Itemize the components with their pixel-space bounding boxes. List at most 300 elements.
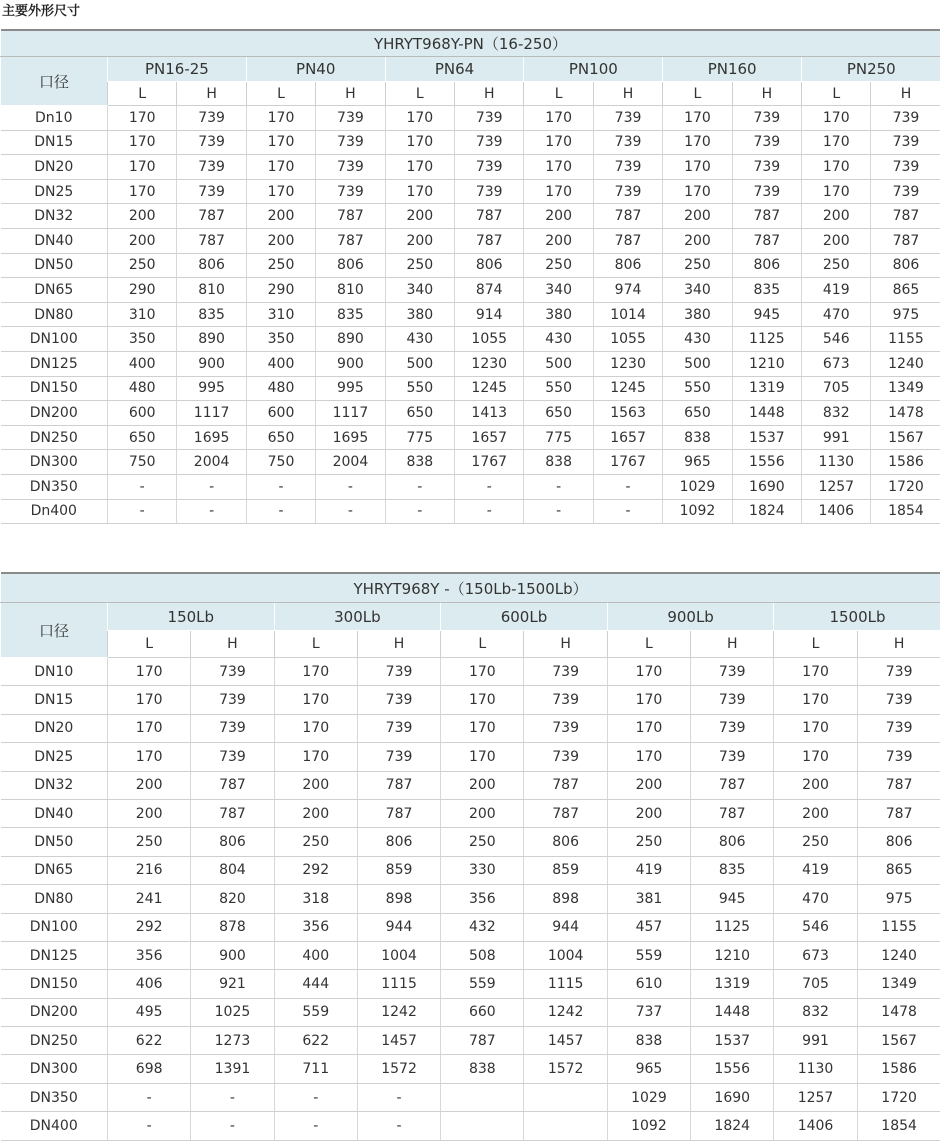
- dimension-cell: 739: [524, 743, 607, 771]
- dimension-cell: 739: [524, 686, 607, 714]
- dimension-cell: 200: [108, 228, 177, 253]
- height-header: H: [455, 82, 524, 106]
- length-header: L: [607, 631, 690, 658]
- dimension-cell: 430: [385, 327, 454, 352]
- dimension-cell: 1240: [857, 941, 940, 969]
- dimension-cell: 200: [802, 204, 871, 229]
- dimension-cell: 1448: [691, 998, 774, 1026]
- length-header: L: [274, 631, 357, 658]
- dimension-cell: 995: [316, 376, 385, 401]
- dimension-cell: 739: [316, 179, 385, 204]
- size-cell: DN65: [1, 278, 108, 303]
- height-header: H: [593, 82, 662, 106]
- dimension-cell: 200: [274, 799, 357, 827]
- dimension-cell: 1572: [524, 1055, 607, 1083]
- dimension-cell: 739: [177, 130, 246, 155]
- dimension-cell: 1130: [774, 1055, 857, 1083]
- dimension-cell: 806: [455, 253, 524, 278]
- dimension-cell: 859: [357, 856, 440, 884]
- table-row: [1, 376, 940, 401]
- dimension-cell: -: [455, 474, 524, 499]
- dimension-cell: 806: [177, 253, 246, 278]
- dimension-cell: 290: [246, 278, 315, 303]
- size-cell: DN10: [1, 658, 108, 686]
- dimension-cell: -: [316, 499, 385, 524]
- dimension-cell: 550: [524, 376, 593, 401]
- dimension-cell: 1457: [524, 1027, 607, 1055]
- dimension-cell: 1273: [191, 1027, 274, 1055]
- table-row: [1, 998, 940, 1026]
- size-cell: DN250: [1, 1027, 108, 1055]
- dimension-cell: 806: [593, 253, 662, 278]
- dimension-cell: 1767: [455, 450, 524, 475]
- dimension-cell: 739: [871, 130, 940, 155]
- dimension-cell: 806: [871, 253, 940, 278]
- dimension-cell: 1055: [455, 327, 524, 352]
- dimension-cell: 739: [857, 686, 940, 714]
- dimension-cell: -: [357, 1112, 440, 1140]
- dimension-cell: 1690: [691, 1083, 774, 1111]
- dimension-cell: 1690: [732, 474, 801, 499]
- dimension-cell: 705: [774, 970, 857, 998]
- dimension-cell: 1567: [857, 1027, 940, 1055]
- dimension-cell: 739: [871, 106, 940, 131]
- dimension-cell: 1537: [691, 1027, 774, 1055]
- dimension-cell: 170: [607, 686, 690, 714]
- dimension-cell: 1130: [802, 450, 871, 475]
- length-header: L: [108, 631, 191, 658]
- dimension-subheader-row: [1, 82, 940, 106]
- dimension-cell: 787: [691, 799, 774, 827]
- dimension-cell: 1245: [455, 376, 524, 401]
- dimension-cell: 865: [871, 278, 940, 303]
- table-row: [1, 1112, 940, 1140]
- dimension-cell: 1055: [593, 327, 662, 352]
- table-row: [1, 970, 940, 998]
- dimension-cell: 838: [607, 1027, 690, 1055]
- dimension-cell: 1029: [663, 474, 732, 499]
- dimension-cell: 1572: [357, 1055, 440, 1083]
- pressure-class-header: PN160: [663, 57, 802, 82]
- size-column-header: 口径: [1, 603, 108, 658]
- dimension-cell: 170: [607, 743, 690, 771]
- size-cell: DN65: [1, 856, 108, 884]
- height-header: H: [871, 82, 940, 106]
- size-cell: DN32: [1, 204, 108, 229]
- dimension-cell: 1413: [455, 401, 524, 426]
- dimension-cell: 650: [246, 425, 315, 450]
- dimension-cell: 340: [524, 278, 593, 303]
- dimension-cell: 1406: [802, 499, 871, 524]
- pressure-class-header: PN40: [246, 57, 385, 82]
- dimension-cell: 400: [246, 351, 315, 376]
- dimension-cell: 890: [316, 327, 385, 352]
- dimension-cell: 200: [524, 228, 593, 253]
- dimension-cell: 200: [607, 799, 690, 827]
- dimension-cell: 900: [316, 351, 385, 376]
- dimension-cell: 650: [108, 425, 177, 450]
- dimension-cell: 739: [593, 179, 662, 204]
- dimension-cell: 170: [663, 130, 732, 155]
- pressure-class-header: 300Lb: [274, 603, 441, 631]
- dimension-cell: 610: [607, 970, 690, 998]
- size-cell: DN40: [1, 228, 108, 253]
- size-cell: DN40: [1, 799, 108, 827]
- dimension-cell: 787: [871, 228, 940, 253]
- dimension-cell: 914: [455, 302, 524, 327]
- dimension-cell: 739: [857, 743, 940, 771]
- dimension-cell: 806: [316, 253, 385, 278]
- dimension-subheader-row: [1, 631, 940, 658]
- dimension-cell: 170: [774, 714, 857, 742]
- table-row: [1, 743, 940, 771]
- size-cell: DN150: [1, 970, 108, 998]
- pressure-class-header: PN16-25: [108, 57, 247, 82]
- table-row: [1, 155, 940, 180]
- dimension-cell: -: [593, 474, 662, 499]
- length-header: L: [441, 631, 524, 658]
- dimension-cell: 310: [246, 302, 315, 327]
- dimension-cell: 200: [246, 204, 315, 229]
- dimension-cell: 838: [663, 425, 732, 450]
- dimension-cell: 622: [108, 1027, 191, 1055]
- dimension-cell: 739: [593, 155, 662, 180]
- dimension-cell: 1586: [871, 450, 940, 475]
- dimension-cell: 787: [316, 228, 385, 253]
- size-cell: DN300: [1, 1055, 108, 1083]
- dimension-cell: 1155: [857, 913, 940, 941]
- dimension-cell: 430: [663, 327, 732, 352]
- dimension-cell: 1210: [732, 351, 801, 376]
- dimension-cell: 739: [732, 130, 801, 155]
- dimension-cell: 1245: [593, 376, 662, 401]
- dimension-cell: 1230: [593, 351, 662, 376]
- dimension-cell: 835: [177, 302, 246, 327]
- dimension-cell: 1257: [802, 474, 871, 499]
- dimension-cell: 806: [732, 253, 801, 278]
- dimension-cell: -: [455, 499, 524, 524]
- table-title: YHRYT968Y -（150Lb-1500Lb）: [1, 573, 940, 603]
- height-header: H: [357, 631, 440, 658]
- dimension-cell: 775: [385, 425, 454, 450]
- dimension-cell: 500: [385, 351, 454, 376]
- dimension-cell: 170: [246, 130, 315, 155]
- dimension-cell: 787: [441, 1027, 524, 1055]
- dimension-cell: 559: [441, 970, 524, 998]
- dimension-cell: 318: [274, 885, 357, 913]
- dimension-cell: 170: [441, 743, 524, 771]
- dimension-cell: [524, 1112, 607, 1140]
- table-row: [1, 450, 940, 475]
- dimension-cell: 419: [607, 856, 690, 884]
- dimension-cell: -: [274, 1112, 357, 1140]
- dimension-cell: 340: [385, 278, 454, 303]
- dimension-cell: 170: [802, 106, 871, 131]
- table-row: [1, 1083, 940, 1111]
- size-cell: DN25: [1, 743, 108, 771]
- dimension-cell: 430: [524, 327, 593, 352]
- dimension-cell: 1824: [691, 1112, 774, 1140]
- dimension-cell: 775: [524, 425, 593, 450]
- dimension-cell: 739: [691, 658, 774, 686]
- dimension-cell: 1406: [774, 1112, 857, 1140]
- dimension-cell: 200: [774, 771, 857, 799]
- dimension-cell: 874: [455, 278, 524, 303]
- dimension-cell: 1155: [871, 327, 940, 352]
- table-row: [1, 714, 940, 742]
- size-cell: DN150: [1, 376, 108, 401]
- dimension-cell: 995: [177, 376, 246, 401]
- dimension-cell: 787: [593, 204, 662, 229]
- table-row: [1, 856, 940, 884]
- dimension-cell: 200: [108, 204, 177, 229]
- dimension-cell: 1586: [857, 1055, 940, 1083]
- dimension-cell: 170: [108, 106, 177, 131]
- dimension-cell: 480: [108, 376, 177, 401]
- dimension-cell: 170: [441, 714, 524, 742]
- dimension-cell: 170: [524, 179, 593, 204]
- dimension-cell: 1004: [357, 941, 440, 969]
- size-cell: DN80: [1, 885, 108, 913]
- dimension-cell: 170: [274, 658, 357, 686]
- dimension-cell: 787: [732, 228, 801, 253]
- dimension-cell: 432: [441, 913, 524, 941]
- dimension-cell: 500: [524, 351, 593, 376]
- dimension-cell: 200: [274, 771, 357, 799]
- dimension-cell: 1695: [316, 425, 385, 450]
- length-header: L: [802, 82, 871, 106]
- dimension-cell: 559: [274, 998, 357, 1026]
- dimension-cell: 787: [691, 771, 774, 799]
- height-header: H: [857, 631, 940, 658]
- dimension-cell: 170: [385, 155, 454, 180]
- dimension-cell: 898: [524, 885, 607, 913]
- dimension-cell: -: [191, 1083, 274, 1111]
- size-cell: DN125: [1, 941, 108, 969]
- dimension-cell: 200: [441, 771, 524, 799]
- table-row: [1, 204, 940, 229]
- table-title-row: [1, 30, 940, 57]
- dimension-cell: 170: [441, 658, 524, 686]
- dimension-cell: 170: [774, 686, 857, 714]
- dimension-cell: 559: [607, 941, 690, 969]
- dimension-cell: 1556: [732, 450, 801, 475]
- dimension-cell: -: [108, 474, 177, 499]
- table-title: YHRYT968Y-PN（16-250）: [1, 30, 940, 57]
- dimension-cell: 400: [274, 941, 357, 969]
- pressure-class-header: 150Lb: [108, 603, 275, 631]
- dimension-cell: 832: [774, 998, 857, 1026]
- height-header: H: [316, 82, 385, 106]
- dimension-cell: 216: [108, 856, 191, 884]
- table-row: [1, 401, 940, 426]
- page-heading: 主要外形尺寸: [2, 4, 81, 19]
- size-cell: DN80: [1, 302, 108, 327]
- dimension-cell: -: [246, 474, 315, 499]
- dimension-cell: -: [108, 499, 177, 524]
- dimension-cell: 739: [455, 155, 524, 180]
- size-cell: DN125: [1, 351, 108, 376]
- table-row: [1, 885, 940, 913]
- dimension-cell: 810: [316, 278, 385, 303]
- dimension-cell: 975: [857, 885, 940, 913]
- dimension-cell: 739: [732, 179, 801, 204]
- dimension-cell: 787: [316, 204, 385, 229]
- dimension-cell: 1657: [455, 425, 524, 450]
- pressure-class-header: 600Lb: [441, 603, 608, 631]
- dimension-cell: 356: [441, 885, 524, 913]
- table-row: [1, 130, 940, 155]
- size-cell: DN300: [1, 450, 108, 475]
- dimension-cell: 1242: [357, 998, 440, 1026]
- size-cell: DN15: [1, 130, 108, 155]
- dimension-cell: 898: [357, 885, 440, 913]
- table-row: [1, 1027, 940, 1055]
- dimension-cell: 170: [524, 106, 593, 131]
- table-row: [1, 799, 940, 827]
- dimension-cell: 170: [802, 155, 871, 180]
- dimension-cell: 250: [607, 828, 690, 856]
- dimension-cell: 787: [857, 771, 940, 799]
- size-cell: DN32: [1, 771, 108, 799]
- dimension-cell: 835: [316, 302, 385, 327]
- dimension-cell: 356: [108, 941, 191, 969]
- dimension-cell: -: [108, 1112, 191, 1140]
- dimension-cell: 991: [802, 425, 871, 450]
- dimension-cell: 787: [857, 799, 940, 827]
- dimension-cell: 170: [274, 714, 357, 742]
- dimension-cell: -: [524, 474, 593, 499]
- table-row: [1, 686, 940, 714]
- dimension-cell: 787: [871, 204, 940, 229]
- table-title-row: [1, 573, 940, 603]
- dimension-cell: 835: [732, 278, 801, 303]
- dimension-cell: 739: [524, 714, 607, 742]
- dimension-cell: 921: [191, 970, 274, 998]
- dimension-cell: 698: [108, 1055, 191, 1083]
- dimension-cell: 1537: [732, 425, 801, 450]
- dimension-cell: 292: [274, 856, 357, 884]
- dimension-cell: 878: [191, 913, 274, 941]
- dimension-cell: 200: [802, 228, 871, 253]
- dimension-cell: 991: [774, 1027, 857, 1055]
- dimension-cell: 330: [441, 856, 524, 884]
- dimension-cell: 705: [802, 376, 871, 401]
- dimension-cell: 838: [524, 450, 593, 475]
- dimension-cell: 1478: [871, 401, 940, 426]
- dimension-cell: 250: [774, 828, 857, 856]
- dimension-cell: 1242: [524, 998, 607, 1026]
- dimension-cell: 1720: [857, 1083, 940, 1111]
- dimension-cell: 350: [108, 327, 177, 352]
- dimension-cell: 241: [108, 885, 191, 913]
- dimension-cell: -: [274, 1083, 357, 1111]
- dimension-cell: 170: [663, 155, 732, 180]
- dimension-cell: 419: [774, 856, 857, 884]
- dimension-cell: 1567: [871, 425, 940, 450]
- dimension-cell: 806: [357, 828, 440, 856]
- dimension-cell: 787: [177, 228, 246, 253]
- dimension-cell: 508: [441, 941, 524, 969]
- table-row: [1, 828, 940, 856]
- size-cell: DN20: [1, 155, 108, 180]
- dimension-cell: 170: [802, 179, 871, 204]
- dimension-cell: -: [177, 474, 246, 499]
- dimension-cell: 1257: [774, 1083, 857, 1111]
- dimension-cell: 200: [385, 204, 454, 229]
- dimension-cell: 739: [691, 714, 774, 742]
- dimension-cell: 806: [191, 828, 274, 856]
- dimension-cell: 622: [274, 1027, 357, 1055]
- dimension-cell: 1349: [871, 376, 940, 401]
- dimension-cell: 170: [274, 686, 357, 714]
- dimension-cell: 250: [274, 828, 357, 856]
- dimension-cell: 1092: [607, 1112, 690, 1140]
- dimension-cell: 739: [455, 106, 524, 131]
- dimension-cell: 835: [691, 856, 774, 884]
- size-cell: DN250: [1, 425, 108, 450]
- dimension-cell: 550: [663, 376, 732, 401]
- dimension-cell: 170: [108, 658, 191, 686]
- dimension-cell: 600: [246, 401, 315, 426]
- dimension-cell: 1115: [357, 970, 440, 998]
- height-header: H: [732, 82, 801, 106]
- dimension-cell: 457: [607, 913, 690, 941]
- dimension-cell: 1230: [455, 351, 524, 376]
- dimension-cell: 787: [357, 771, 440, 799]
- dimension-cell: 660: [441, 998, 524, 1026]
- length-header: L: [385, 82, 454, 106]
- dimension-cell: 400: [108, 351, 177, 376]
- dimension-cell: 787: [191, 799, 274, 827]
- dimension-cell: 739: [732, 155, 801, 180]
- dimension-cell: 1767: [593, 450, 662, 475]
- dimension-cell: 1349: [857, 970, 940, 998]
- dimension-cell: 787: [732, 204, 801, 229]
- dimension-cell: 1563: [593, 401, 662, 426]
- dimension-cell: 2004: [316, 450, 385, 475]
- dimension-cell: 750: [108, 450, 177, 475]
- height-header: H: [691, 631, 774, 658]
- table-row: [1, 658, 940, 686]
- pressure-class-header: PN250: [802, 57, 940, 82]
- dimension-cell: 200: [663, 228, 732, 253]
- table-row: [1, 106, 940, 131]
- dimension-cell: 1457: [357, 1027, 440, 1055]
- dimension-cell: 810: [177, 278, 246, 303]
- dimension-cell: 1117: [316, 401, 385, 426]
- dimension-cell: 787: [524, 771, 607, 799]
- dimension-cell: 900: [191, 941, 274, 969]
- size-cell: Dn10: [1, 106, 108, 131]
- size-cell: DN400: [1, 1112, 108, 1140]
- dimension-cell: 739: [191, 686, 274, 714]
- dimension-cell: 739: [357, 686, 440, 714]
- dimension-table-pn: [0, 29, 940, 524]
- size-cell: DN200: [1, 998, 108, 1026]
- dimension-cell: 975: [871, 302, 940, 327]
- size-cell: DN25: [1, 179, 108, 204]
- dimension-cell: 170: [524, 130, 593, 155]
- height-header: H: [524, 631, 607, 658]
- pressure-class-header: 1500Lb: [774, 603, 940, 631]
- dimension-cell: 380: [524, 302, 593, 327]
- dimension-cell: 250: [802, 253, 871, 278]
- dimension-cell: -: [357, 1083, 440, 1111]
- dimension-cell: 804: [191, 856, 274, 884]
- dimension-cell: [441, 1083, 524, 1111]
- dimension-cell: 170: [774, 658, 857, 686]
